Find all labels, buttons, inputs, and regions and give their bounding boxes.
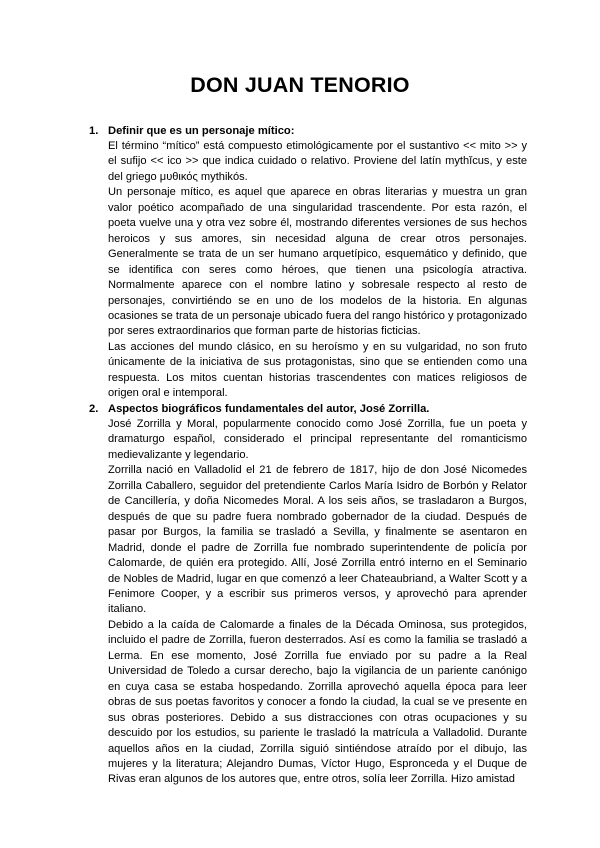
- paragraph: José Zorrilla y Moral, popularmente conocido como José Zorrilla, fue un poeta y dramaturgo español, considerado el principal representante del romanticismo medievalizante y legendario.: [108, 418, 527, 461]
- section-aspectos-biograficos: [89, 401, 527, 788]
- section-heading: [89, 401, 527, 417]
- document-title: DON JUAN TENORIO: [190, 73, 410, 97]
- paragraph: Debido a la caída de Calomarde a finales de la Década Ominosa, sus protegidos, incluido el padre de Zorrilla, fueron desterrados. Así es como la familia se trasladó a Lerma. En ese momento, José Zorrilla fue enviado por su padre a la Real Universidad de Toledo a cursar derecho, bajo la vigilancia de un pariente canónigo en cuya casa se estaba hospedando. Zorrilla aprovechó aquella época para leer obras de sus poetas favoritos y conocer a fondo la ciudad, la cual se ve presente en sus obras posteriores. Debido a sus distracciones con otras ocupaciones y su descuido por los estudios, su pariente le trasladó la matrícula a Valladolid. Durante aquellos años en la ciudad, Zorrilla siguió sintiéndose atraído por el dibujo, las mujeres y la literatura; Alejandro Dumas, Víctor Hugo, Espronceda y el Duque de Rivas eran algunos de los autores que, entre otros, solía leer Zorrilla. Hizo amistad: [108, 618, 527, 786]
- section-heading: [89, 123, 527, 139]
- section-personaje-mitico: [89, 123, 527, 402]
- section-title: Definir que es un personaje mítico:: [108, 125, 295, 137]
- section-title: Aspectos biográficos fundamentales del autor, José Zorrilla.: [108, 403, 430, 415]
- section-number: 1.: [89, 125, 99, 137]
- paragraph: Las acciones del mundo clásico, en su heroísmo y en su vulgaridad, no son fruto únicamente de la iniciativa de sus protagonistas, sino que se entienden como una respuesta. Los mitos cuentan historias trascendentes con matices religiosos de origen oral e intemporal.: [108, 340, 527, 400]
- paragraph: El término “mítico” está compuesto etimológicamente por el sustantivo << mito >> y el sufijo << ico >> que indica cuidado o relativo. Proviene del latín mythĭcus, y este del griego μυθικός mythikós.: [108, 140, 527, 183]
- paragraph: Un personaje mítico, es aquel que aparece en obras literarias y muestra un gran valor poético acompañado de una singularidad trascendente. Por esta razón, el poeta vuelve una y otra vez sobre él, mostrando diferentes versiones de sus hechos heroicos y sus amores, sin necesidad alguna de crear otros personajes. Generalmente se trata de un ser humano arquetípico, esquemático y definido, que se identifica con seres como héroes, que tienen una psicología atractiva. Normalmente aparece con el nombre latino y sobresale respecto al resto de personajes, convirtiéndo se en uno de los modelos de la historia. En algunas ocasiones se trata de un personaje ubicado fuera del rango histórico y protagonizado por seres extraordinarios que forman parte de historias ficticias.: [108, 186, 527, 338]
- section-number: 2.: [89, 403, 99, 415]
- paragraph: Zorrilla nació en Valladolid el 21 de febrero de 1817, hijo de don José Nicomedes Zorrilla Caballero, seguidor del pretendiente Carlos María Isidro de Borbón y Relator de Cancillería, y doña Nicomedes Moral. A los seis años, se trasladaron a Burgos, después de que su padre fuera nombrado gobernador de la ciudad. Después de pasar por Burgos, la familia se trasladó a Sevilla, y finalmente se asentaron en Madrid, donde el padre de Zorrilla fue nombrado superintendente de policía por Calomarde, de quién era protegido. Allí, José Zorrilla entró interno en el Seminario de Nobles de Madrid, lugar en que comenzó a leer Chateaubriand, a Walter Scott y a Fenimore Cooper, y a escribir sus primeros versos, y aprovechó para aprender italiano.: [108, 464, 527, 616]
